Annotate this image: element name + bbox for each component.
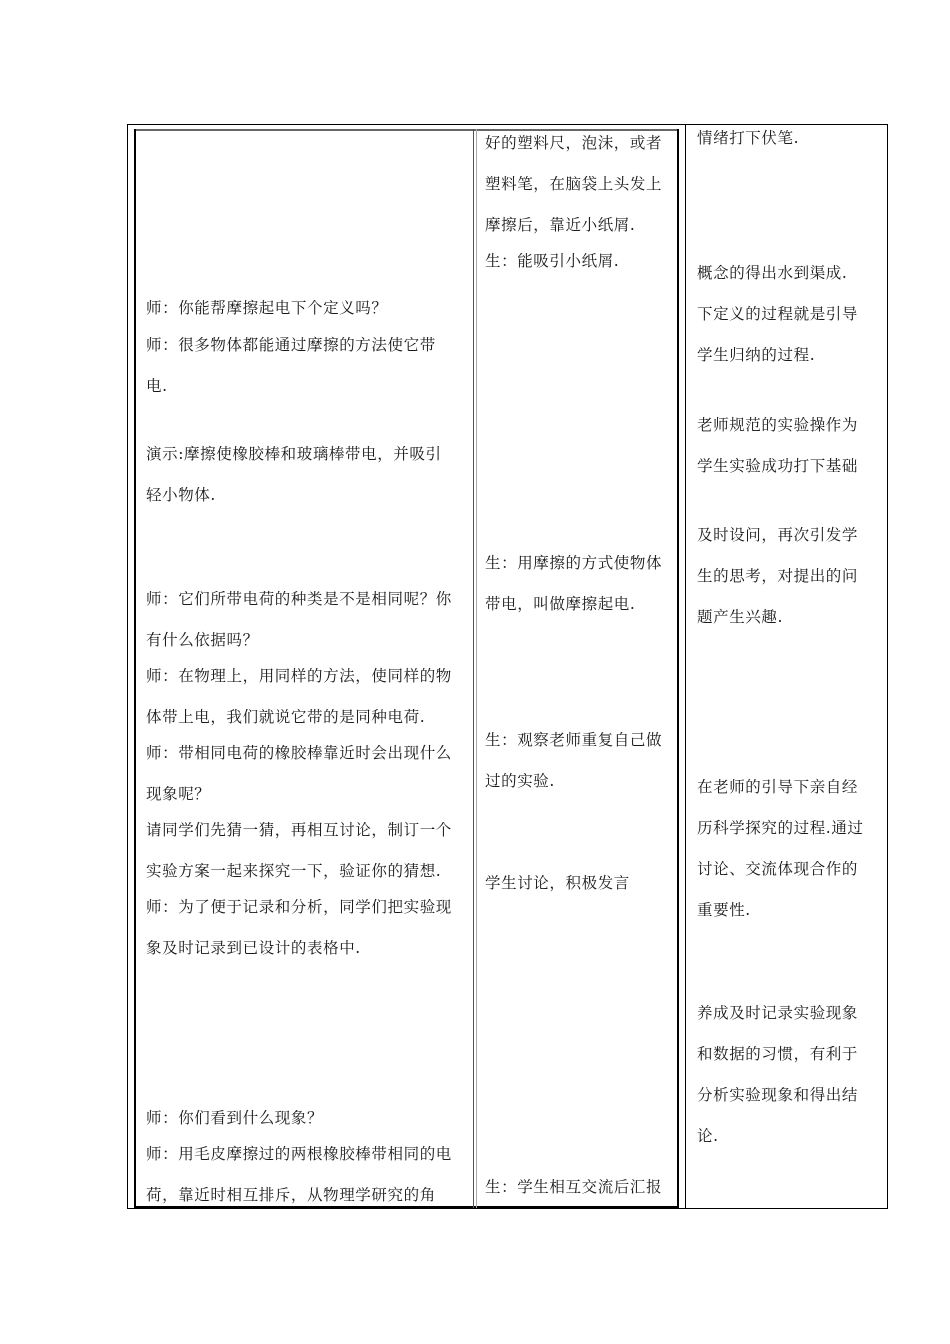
intent-line: 论. [697,1127,719,1145]
teacher-line: 请同学们先猜一猜，再相互讨论，制订一个 [146,821,452,839]
teacher-line: 电. [146,377,168,395]
teacher-line: 师：为了便于记录和分析，同学们把实验现 [146,898,452,916]
design-intent-column [697,0,882,1344]
intent-line: 历科学探究的过程.通过 [697,819,864,837]
column-divider-1 [473,129,474,1208]
intent-line: 重要性. [697,901,751,919]
student-line: 好的塑料尺，泡沫，或者 [485,134,663,152]
teacher-line: 师：在物理上，用同样的方法，使同样的物 [146,667,452,685]
teacher-line: 轻小物体. [146,486,216,504]
student-line: 过的实验. [485,772,555,790]
teacher-line: 师：带相同电荷的橡胶棒靠近时会出现什么 [146,744,452,762]
intent-line: 和数据的习惯，有利于 [697,1045,859,1063]
teacher-line: 师：它们所带电荷的种类是不是相同呢？你 [146,590,452,608]
teacher-line: 实验方案一起来探究一下，验证你的猜想. [146,862,442,880]
student-activity-column [485,0,673,1344]
column-divider-1-shadow [476,129,477,1208]
teacher-line: 师：用毛皮摩擦过的两根橡胶棒带相同的电 [146,1145,452,1163]
student-line: 摩擦后，靠近小纸屑. [485,216,636,234]
intent-line: 生的思考，对提出的问 [697,567,859,585]
inner-frame-left-border [134,129,136,1208]
teacher-line: 师：你们看到什么现象？ [146,1109,324,1127]
intent-line: 分析实验现象和得出结 [697,1086,859,1104]
teacher-line: 现象呢？ [146,785,211,803]
column-divider-2 [685,124,686,1209]
intent-line: 老师规范的实验操作为 [697,416,859,434]
table-right-border [887,124,888,1209]
teacher-activity-column [146,0,471,1344]
inner-frame-right-border [677,129,679,1208]
intent-line: 下定义的过程就是引导 [697,305,859,323]
student-line: 学生讨论，积极发言 [485,874,630,892]
intent-line: 题产生兴趣. [697,608,784,626]
intent-line: 学生实验成功打下基础 [697,457,859,475]
student-line: 生：观察老师重复自己做 [485,731,663,749]
teacher-line: 体带上电，我们就说它带的是同种电荷. [146,708,426,726]
intent-line: 学生归纳的过程. [697,346,816,364]
teacher-line: 有什么依据吗？ [146,631,259,649]
intent-line: 在老师的引导下亲自经 [697,778,859,796]
intent-line: 概念的得出水到渠成. [697,264,848,282]
teacher-line: 象及时记录到已设计的表格中. [146,939,361,957]
teacher-line: 师：你能帮摩擦起电下个定义吗？ [146,299,388,317]
student-line: 生：能吸引小纸屑. [485,252,620,270]
intent-line: 及时设问，再次引发学 [697,526,859,544]
intent-line: 情绪打下伏笔. [697,129,800,147]
student-line: 塑料笔，在脑袋上头发上 [485,175,663,193]
student-line: 带电，叫做摩擦起电. [485,595,636,613]
table-left-border [127,124,128,1209]
intent-line: 讨论、交流体现合作的 [697,860,859,878]
teacher-line: 荷，靠近时相互排斥，从物理学研究的角 [146,1186,436,1204]
teacher-line: 师：很多物体都能通过摩擦的方法使它带 [146,336,436,354]
student-line: 生：学生相互交流后汇报 [485,1178,663,1196]
teacher-line: 演示:摩擦使橡胶棒和玻璃棒带电，并吸引 [146,445,442,463]
student-line: 生：用摩擦的方式使物体 [485,554,663,572]
intent-line: 养成及时记录实验现象 [697,1004,859,1022]
